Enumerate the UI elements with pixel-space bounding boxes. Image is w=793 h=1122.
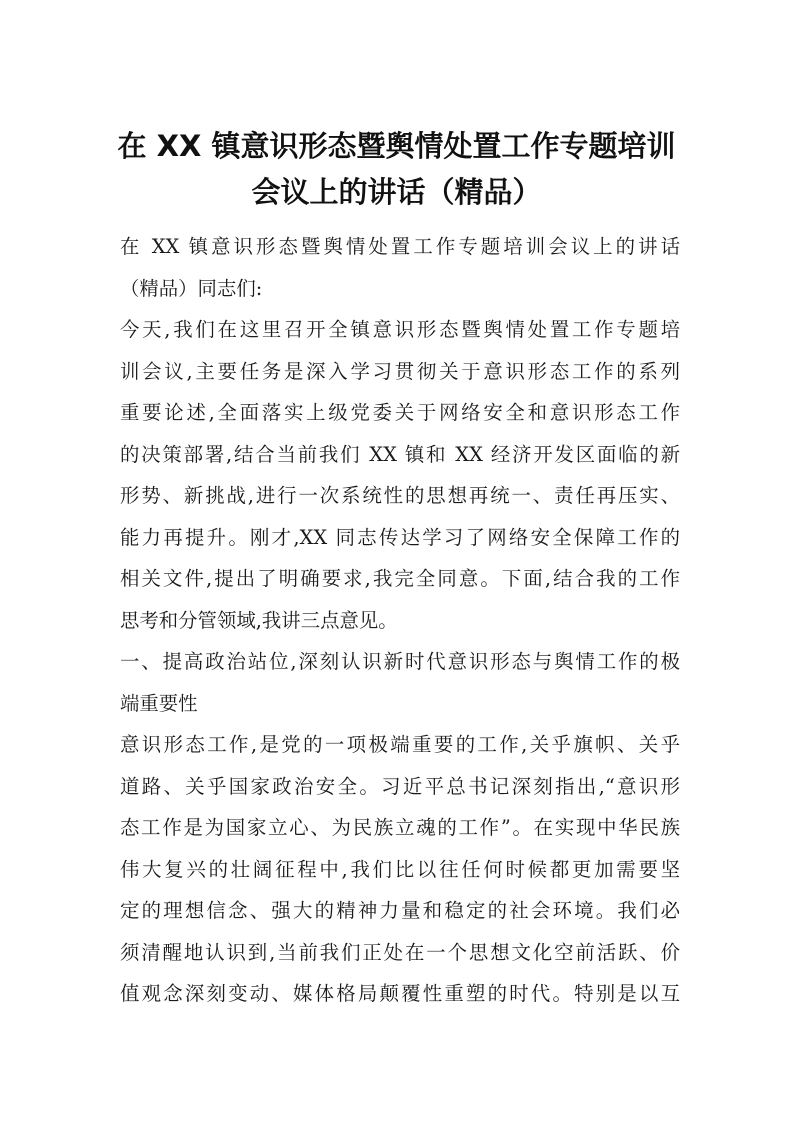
body-line: 定的理想信念、强大的精神力量和稳定的社会环境。我们必 [120, 899, 680, 922]
document-body [120, 226, 680, 1015]
body-line: 今天,我们在这里召开全镇意识形态暨舆情处置工作专题培 [120, 318, 680, 341]
body-line: 在 XX 镇意识形态暨舆情处置工作专题培训会议上的讲话 [120, 235, 680, 258]
body-line: 一、提高政治站位,深刻认识新时代意识形态与舆情工作的极 [120, 650, 680, 673]
body-line: 相关文件,提出了明确要求,我完全同意。下面,结合我的工作 [120, 567, 680, 590]
body-line: 重要论述,全面落实上级党委关于网络安全和意识形态工作 [120, 401, 680, 424]
body-line: 端重要性 [120, 691, 198, 715]
document-title-line-2: 会议上的讲话（精品） [251, 175, 542, 209]
body-line: 能力再提升。刚才,XX 同志传达学习了网络安全保障工作的 [120, 525, 680, 549]
body-line: 须清醒地认识到,当前我们正处在一个思想文化空前活跃、价 [120, 940, 680, 964]
body-line: 形势、新挑战,进行一次系统性的思想再统一、责任再压实、 [120, 484, 680, 507]
body-line: 道路、关乎国家政治安全。习近平总书记深刻指出,“意识形 [120, 774, 680, 798]
body-line: （精品）同志们: [120, 276, 263, 300]
body-line: 意识形态工作,是党的一项极端重要的工作,关乎旗帜、关乎 [120, 733, 680, 756]
body-line: 伟大复兴的壮阔征程中,我们比以往任何时候都更加需要坚 [120, 857, 680, 881]
body-line: 训会议,主要任务是深入学习贯彻关于意识形态工作的系列 [120, 359, 680, 383]
body-line: 态工作是为国家立心、为民族立魂的工作”。在实现中华民族 [120, 816, 680, 839]
document-title-line-1: 在 XX 镇意识形态暨舆情处置工作专题培训 [117, 129, 676, 163]
body-line: 值观念深刻变动、媒体格局颠覆性重塑的时代。特别是以互 [120, 982, 680, 1005]
body-line: 思考和分管领域,我讲三点意见。 [120, 608, 398, 632]
body-line: 的决策部署,结合当前我们 XX 镇和 XX 经济开发区面临的新 [120, 442, 680, 466]
